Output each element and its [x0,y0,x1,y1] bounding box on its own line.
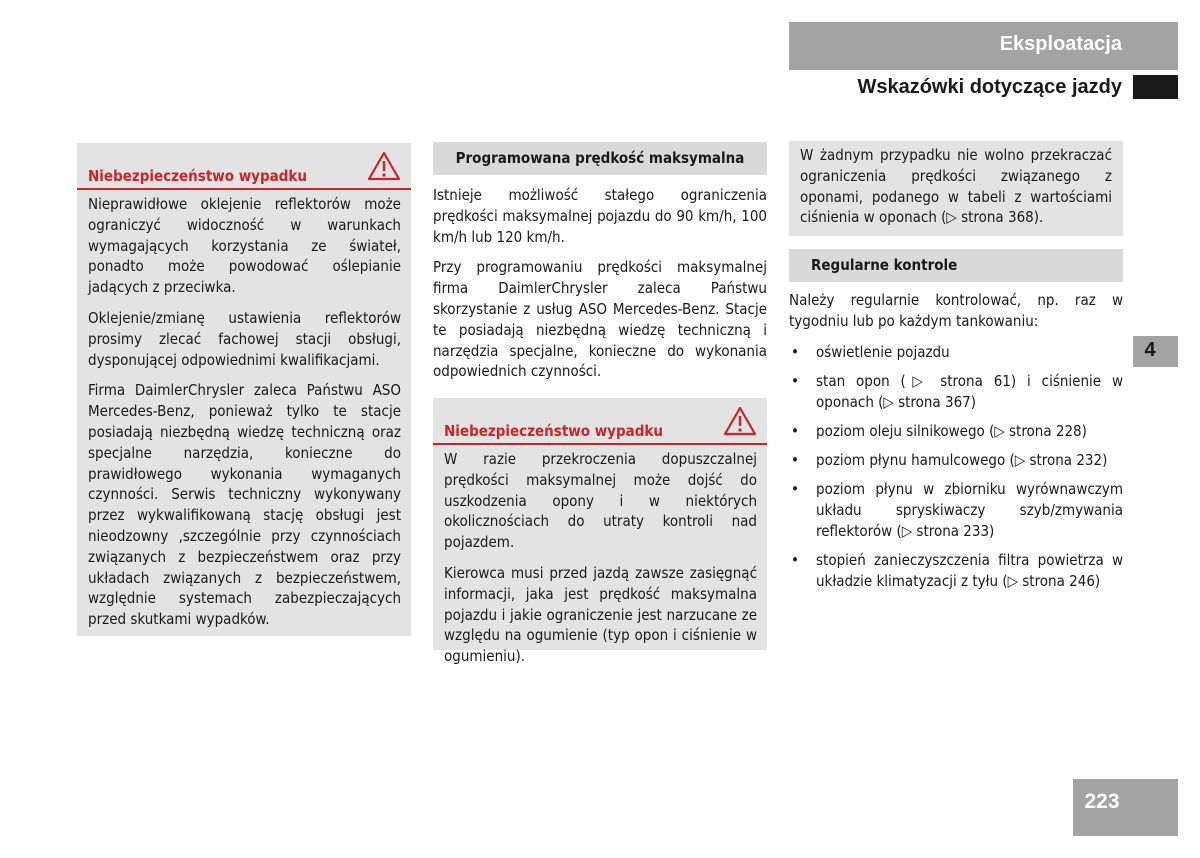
warning-paragraph: Kierowca musi przed jazdą zawsze zasięgnąć informacji, jaka jest prędkość maksymalna pojazdu i jakie ograniczenie jest narzucane ze względu na ogumienie (typ opon i ciśnienie w ogumieniu). [444,563,757,666]
subsection-marker [1133,75,1178,99]
tire-speed-note [789,141,1123,236]
warning-paragraph: Firma DaimlerChrysler zaleca Państwu ASO Mercedes-Benz, ponieważ tylko te stacje posiadają niezbędną wiedzę techniczną oraz specjalne narzędzia, konieczne do prawidłowego wykonania wymaganych czynności. Serwis techniczny wykonywany przez wykwalifikowaną stację obsługi jest nieodzowny ,szczególnie przy czynnościach związanych z bezpieczeństwem oraz przy układach związanych z bezpieczeństwem, względnie systemach zabezpieczających przed skutkami wypadków. [88,381,401,629]
warning-header [77,143,411,190]
list-item [789,371,1123,413]
chapter-tab [1133,336,1178,367]
subsection-title: Wskazówki dotyczące jazdy [857,76,1122,98]
list-item-text: poziom płynu w zbiorniku wyrównawczym układu spryskiwaczy szyb/zmywania reflektorów (▷ strona 233) [816,480,1123,540]
list-item [789,421,1123,442]
list-item [789,450,1123,471]
warning-header [433,398,767,445]
warning-paragraph: Oklejenie/zmianę ustawienia reflektorów prosimy zlecać fachowej stacji obsługi, dysponującej odpowiednimi kwalifikacjami. [88,308,401,369]
max-speed-text [433,185,767,392]
warning-triangle-icon [367,151,401,181]
section-heading-max-speed: Programowana prędkość maksymalna [433,142,767,175]
page-number: 223 [1084,790,1120,813]
list-item [789,479,1123,541]
bullet-icon: • [791,550,799,569]
warning-box-headlights [77,143,411,636]
warning-body [433,445,767,677]
bullet-icon: • [791,421,799,440]
list-item [789,342,1123,363]
warning-paragraph: W razie przekroczenia dopuszczalnej prędkości maksymalnej może dojść do uszkodzenia opony i w niektórych okolicznościach do utraty kontroli nad pojazdem. [444,450,757,552]
checks-list [789,342,1123,592]
intro-paragraph: Należy regularnie kontrolować, np. raz w tygodniu lub po każdym tankowaniu: [789,291,1123,330]
warning-title: Niebezpieczeństwo wypadku [88,167,307,185]
section-heading-regular-checks: Regularne kontrole [789,249,1123,282]
list-item-text: poziom oleju silnikowego (▷ strona 228) [816,421,1087,440]
paragraph: Istnieje możliwość stałego ograniczenia prędkości maksymalnej pojazdu do 90 km/h, 100 km/h lub 120 km/h. [433,186,767,246]
chapter-number: 4 [1144,339,1156,361]
list-item-text: stopień zanieczyszczenia filtra powietrza w układzie klimatyzacji z tyłu (▷ strona 246) [816,550,1123,590]
bullet-icon: • [791,342,799,361]
warning-body [77,190,411,640]
section-header-bar [789,22,1178,70]
regular-checks-text [789,290,1123,600]
list-item-text: stan opon (▷ strona 61) i ciśnienie w oponach (▷ strona 367) [816,371,1123,411]
bullet-icon: • [791,480,799,499]
section-title: Eksploatacja [999,33,1122,55]
bullet-icon: • [791,450,799,469]
page-number-box [1073,779,1178,836]
warning-title: Niebezpieczeństwo wypadku [444,422,663,440]
list-item-text: oświetlenie pojazdu [816,342,950,361]
warning-paragraph: Nieprawidłowe oklejenie reflektorów może ograniczyć widoczność w warunkach wymagających korzystania ze świateł, ponadto może powodować oślepianie jadących z przeciwka. [88,195,401,297]
warning-box-speed [433,398,767,666]
list-item-text: poziom płynu hamulcowego (▷ strona 232) [816,450,1108,469]
list-item [789,550,1123,592]
paragraph: Przy programowaniu prędkości maksymalnej firma DaimlerChrysler zaleca Państwu skorzystanie z usług ASO Mercedes-Benz. Stacje te posiadają niezbędną wiedzę techniczną i narzędzia specjalne, konieczne do wykonania odpowiednich czynności. [433,258,767,381]
warning-triangle-icon [723,406,757,436]
note-text: W żadnym przypadku nie wolno przekraczać ograniczenia prędkości związanego z oponami, podanego w tabeli z wartościami ciśnienia w oponach (▷ strona 368). [800,146,1112,227]
bullet-icon: • [791,371,799,390]
